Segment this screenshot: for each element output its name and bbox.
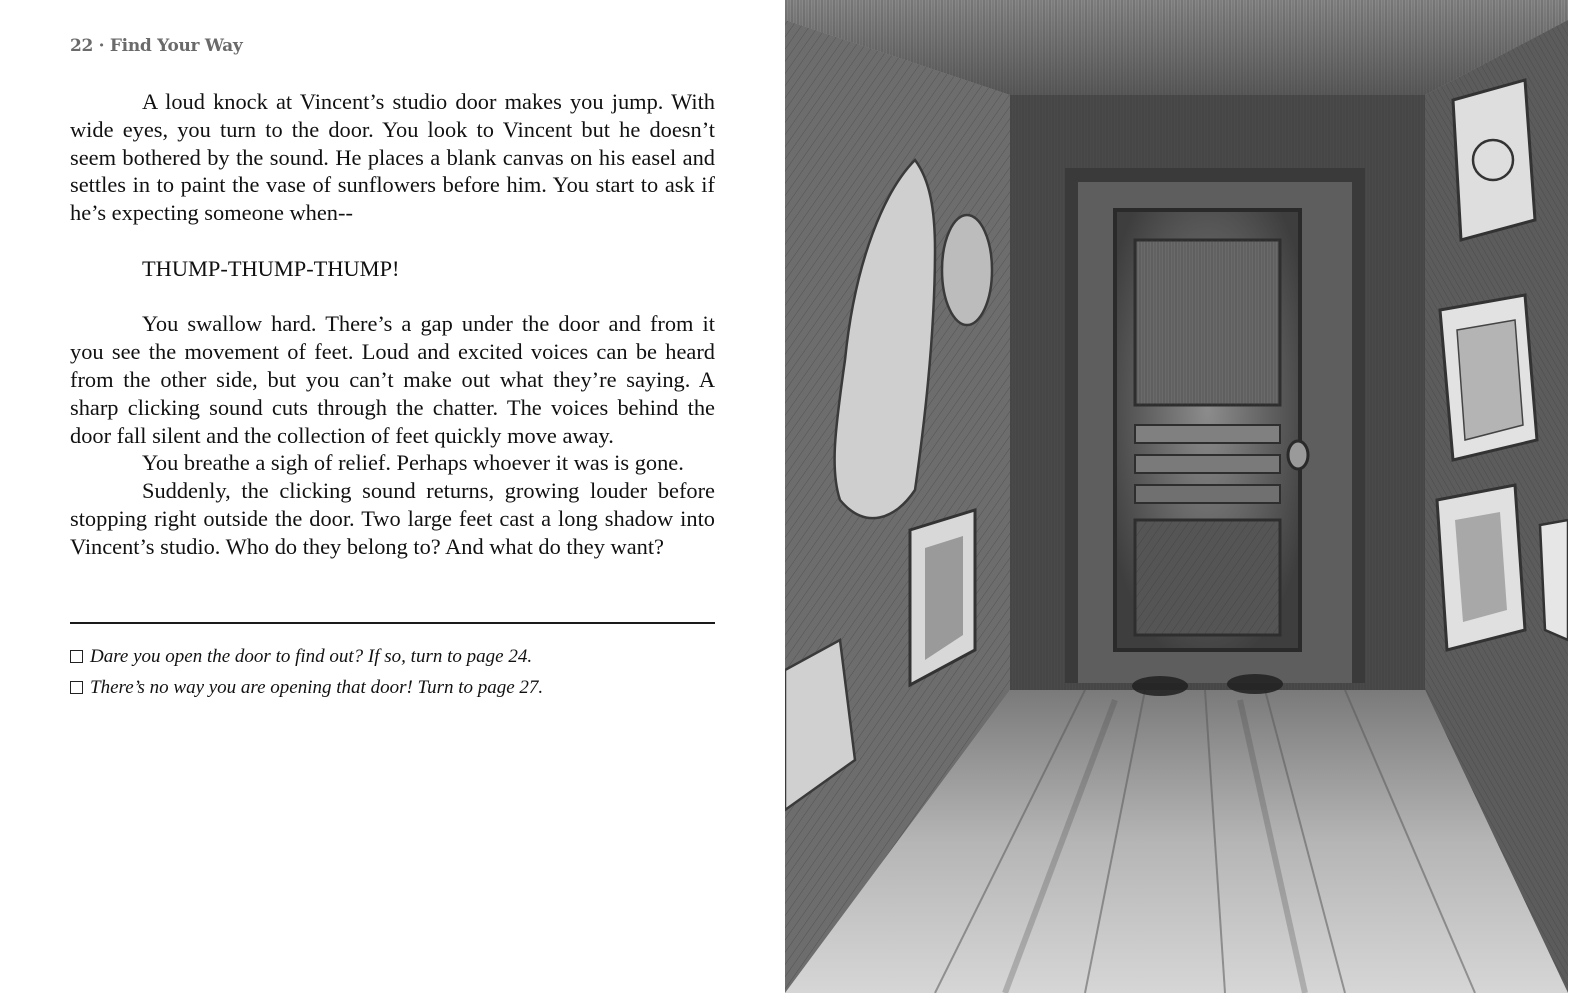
story-paragraph: Suddenly, the clicking sound returns, growing louder before stopping right outside the door. Two large feet cast a long shadow into Vincent’s studio. Who do they belong to? And what do they want? bbox=[70, 478, 715, 559]
hallway-sketch bbox=[785, 0, 1568, 993]
door-illustration bbox=[785, 0, 1568, 993]
story-paragraph: A loud knock at Vincent’s studio door makes you jump. With wide eyes, you turn to the door. You look to Vincent but he doesn’t seem bothered by the sound. He places a blank canvas on his easel and settles in to paint the vase of sunflowers before him. You start to ask if he’s expecting someone when-- bbox=[70, 89, 715, 226]
door-knob bbox=[1288, 441, 1308, 469]
story-paragraph: You breathe a sigh of relief. Perhaps whoever it was is gone. bbox=[142, 450, 684, 476]
left-page bbox=[0, 0, 785, 1008]
running-head: 22 · Find Your Way bbox=[70, 36, 243, 56]
door-rail bbox=[1135, 425, 1280, 443]
hanging-hat bbox=[942, 215, 992, 325]
divider-rule bbox=[70, 622, 715, 624]
story-paragraph: You swallow hard. There’s a gap under the door and from it you see the movement of feet. Loud and excited voices can be heard from the other side, but you can’t make out what they’re saying. A sharp clicking sound cuts through the chatter. The voices behind the door fall silent and the collection of feet quickly move away. bbox=[70, 311, 715, 448]
feet-shadow bbox=[1132, 676, 1188, 696]
choice-stay-away[interactable] bbox=[70, 676, 715, 707]
story-paragraph: THUMP-THUMP-THUMP! bbox=[142, 255, 400, 281]
choice-label: Dare you open the door to find out? If so, turn to page 24. bbox=[90, 646, 533, 667]
checkbox-icon[interactable] bbox=[70, 681, 83, 694]
checkbox-icon[interactable] bbox=[70, 650, 83, 663]
story-text bbox=[70, 88, 715, 561]
choices-list bbox=[70, 645, 715, 707]
choice-label: There’s no way you are opening that door! Turn to page 27. bbox=[90, 677, 544, 698]
picture-frame bbox=[1453, 80, 1535, 240]
choice-open-door[interactable] bbox=[70, 645, 715, 676]
